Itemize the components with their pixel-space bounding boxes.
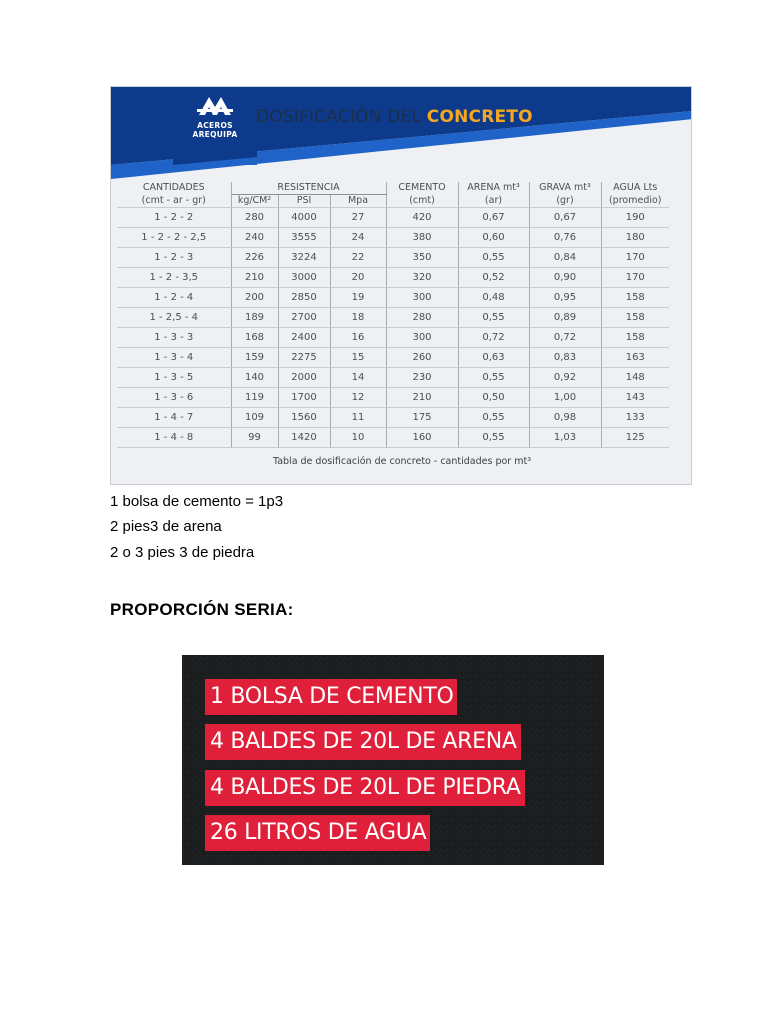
header-resistencia: RESISTENCIA <box>231 182 386 195</box>
table-row <box>117 228 669 248</box>
note-line-3: 2 o 3 pies 3 de piedra <box>110 544 255 561</box>
cell-cemento: 175 <box>386 408 458 428</box>
header-grava: GRAVA mt³ <box>529 182 601 195</box>
cell-kg: 119 <box>231 388 278 408</box>
table-row <box>117 408 669 428</box>
cell-mpa: 11 <box>330 408 386 428</box>
cell-agua: 158 <box>601 288 669 308</box>
proportion-line-agua: 26 LITROS DE AGUA <box>205 815 430 851</box>
header-kg: kg/CM² <box>231 195 278 208</box>
cell-mpa: 19 <box>330 288 386 308</box>
table-row <box>117 428 669 448</box>
cell-cemento: 300 <box>386 328 458 348</box>
cell-arena: 0,48 <box>458 288 529 308</box>
table-row <box>117 348 669 368</box>
table-caption: Tabla de dosificación de concreto - cantidades por mt³ <box>272 456 532 467</box>
section-heading: PROPORCIÓN SERIA: <box>110 600 294 619</box>
header-cemento-sub: (cmt) <box>386 195 458 208</box>
cell-arena: 0,55 <box>458 408 529 428</box>
cell-cemento: 210 <box>386 388 458 408</box>
cell-kg: 109 <box>231 408 278 428</box>
cell-cemento: 300 <box>386 288 458 308</box>
table-row <box>117 268 669 288</box>
cell-mpa: 10 <box>330 428 386 448</box>
cell-agua: 180 <box>601 228 669 248</box>
cell-grava: 0,76 <box>529 228 601 248</box>
cell-cemento: 230 <box>386 368 458 388</box>
dosage-table-body <box>117 208 669 448</box>
proportion-board <box>182 655 604 865</box>
header-arena: ARENA mt³ <box>458 182 529 195</box>
cell-kg: 226 <box>231 248 278 268</box>
cell-agua: 170 <box>601 248 669 268</box>
cell-cantidades: 1 - 2 - 2 <box>117 208 231 228</box>
cell-cemento: 280 <box>386 308 458 328</box>
table-row <box>117 248 669 268</box>
cell-cantidades: 1 - 2 - 3 <box>117 248 231 268</box>
header-cantidades: CANTIDADES <box>117 182 231 195</box>
cell-psi: 3555 <box>278 228 330 248</box>
proportion-line-piedra: 4 BALDES DE 20L DE PIEDRA <box>205 770 525 806</box>
cell-psi: 1420 <box>278 428 330 448</box>
cell-cantidades: 1 - 4 - 7 <box>117 408 231 428</box>
header-agua-sub: (promedio) <box>601 195 669 208</box>
cell-mpa: 18 <box>330 308 386 328</box>
cell-mpa: 16 <box>330 328 386 348</box>
cell-psi: 2400 <box>278 328 330 348</box>
cell-arena: 0,63 <box>458 348 529 368</box>
cell-psi: 4000 <box>278 208 330 228</box>
header-cantidades-sub: (cmt - ar - gr) <box>117 195 231 208</box>
cell-mpa: 20 <box>330 268 386 288</box>
cell-kg: 200 <box>231 288 278 308</box>
cell-cantidades: 1 - 4 - 8 <box>117 428 231 448</box>
cell-arena: 0,50 <box>458 388 529 408</box>
brand-name <box>173 121 257 139</box>
cell-agua: 143 <box>601 388 669 408</box>
cell-cemento: 160 <box>386 428 458 448</box>
brand-name-line1: ACEROS <box>197 121 233 130</box>
cell-grava: 0,84 <box>529 248 601 268</box>
cell-agua: 170 <box>601 268 669 288</box>
cell-psi: 2000 <box>278 368 330 388</box>
cell-cantidades: 1 - 2 - 4 <box>117 288 231 308</box>
title-part-2: CONCRETO <box>426 107 533 127</box>
cell-psi: 3224 <box>278 248 330 268</box>
cell-mpa: 22 <box>330 248 386 268</box>
cell-mpa: 15 <box>330 348 386 368</box>
table-row <box>117 368 669 388</box>
cell-cemento: 320 <box>386 268 458 288</box>
cell-psi: 3000 <box>278 268 330 288</box>
table-row <box>117 288 669 308</box>
cell-psi: 1700 <box>278 388 330 408</box>
cell-grava: 0,92 <box>529 368 601 388</box>
cell-grava: 0,89 <box>529 308 601 328</box>
note-line-2: 2 pies3 de arena <box>110 518 222 535</box>
cell-agua: 125 <box>601 428 669 448</box>
header-agua: AGUA Lts <box>613 182 658 194</box>
table-row <box>117 388 669 408</box>
cell-cantidades: 1 - 2 - 2 - 2,5 <box>117 228 231 248</box>
cell-grava: 1,00 <box>529 388 601 408</box>
cell-kg: 159 <box>231 348 278 368</box>
cell-grava: 0,98 <box>529 408 601 428</box>
cell-agua: 190 <box>601 208 669 228</box>
cell-cemento: 350 <box>386 248 458 268</box>
cell-kg: 280 <box>231 208 278 228</box>
cell-kg: 189 <box>231 308 278 328</box>
dosage-infographic <box>110 86 692 485</box>
cell-arena: 0,52 <box>458 268 529 288</box>
cell-cantidades: 1 - 2 - 3,5 <box>117 268 231 288</box>
cell-cemento: 260 <box>386 348 458 368</box>
cell-grava: 0,72 <box>529 328 601 348</box>
cell-arena: 0,55 <box>458 368 529 388</box>
cell-grava: 0,95 <box>529 288 601 308</box>
cell-arena: 0,67 <box>458 208 529 228</box>
cell-cantidades: 1 - 3 - 6 <box>117 388 231 408</box>
cell-kg: 240 <box>231 228 278 248</box>
cell-arena: 0,60 <box>458 228 529 248</box>
table-row <box>117 328 669 348</box>
cell-psi: 2850 <box>278 288 330 308</box>
cell-arena: 0,72 <box>458 328 529 348</box>
cell-cantidades: 1 - 3 - 5 <box>117 368 231 388</box>
header-arena-sub: (ar) <box>458 195 529 208</box>
cell-mpa: 27 <box>330 208 386 228</box>
header-mpa: Mpa <box>330 195 386 208</box>
cell-psi: 2275 <box>278 348 330 368</box>
brand-name-line2: AREQUIPA <box>192 130 238 139</box>
cell-arena: 0,55 <box>458 308 529 328</box>
header-grava-sub: (gr) <box>529 195 601 208</box>
cell-grava: 0,67 <box>529 208 601 228</box>
cell-grava: 1,03 <box>529 428 601 448</box>
cell-psi: 2700 <box>278 308 330 328</box>
table-row <box>117 308 669 328</box>
cell-kg: 210 <box>231 268 278 288</box>
title-part-1: DOSIFICACIÓN DEL <box>256 107 427 127</box>
cell-agua: 133 <box>601 408 669 428</box>
cell-grava: 0,90 <box>529 268 601 288</box>
cell-cantidades: 1 - 2,5 - 4 <box>117 308 231 328</box>
dosage-table <box>117 182 669 448</box>
cell-cemento: 420 <box>386 208 458 228</box>
proportion-line-cemento: 1 BOLSA DE CEMENTO <box>205 679 457 715</box>
cell-cantidades: 1 - 3 - 3 <box>117 328 231 348</box>
cell-agua: 163 <box>601 348 669 368</box>
cell-arena: 0,55 <box>458 248 529 268</box>
cell-grava: 0,83 <box>529 348 601 368</box>
cell-psi: 1560 <box>278 408 330 428</box>
cell-kg: 140 <box>231 368 278 388</box>
cell-mpa: 24 <box>330 228 386 248</box>
cell-mpa: 14 <box>330 368 386 388</box>
cell-kg: 99 <box>231 428 278 448</box>
cell-agua: 158 <box>601 328 669 348</box>
cell-agua: 148 <box>601 368 669 388</box>
header-psi: PSI <box>278 195 330 208</box>
cell-mpa: 12 <box>330 388 386 408</box>
header-cemento: CEMENTO <box>386 182 458 195</box>
table-row <box>117 208 669 228</box>
cell-cantidades: 1 - 3 - 4 <box>117 348 231 368</box>
cell-cemento: 380 <box>386 228 458 248</box>
cell-arena: 0,55 <box>458 428 529 448</box>
cell-agua: 158 <box>601 308 669 328</box>
infographic-title <box>256 107 533 127</box>
cell-kg: 168 <box>231 328 278 348</box>
proportion-line-arena: 4 BALDES DE 20L DE ARENA <box>205 724 521 760</box>
note-line-1: 1 bolsa de cemento = 1p3 <box>110 493 284 510</box>
